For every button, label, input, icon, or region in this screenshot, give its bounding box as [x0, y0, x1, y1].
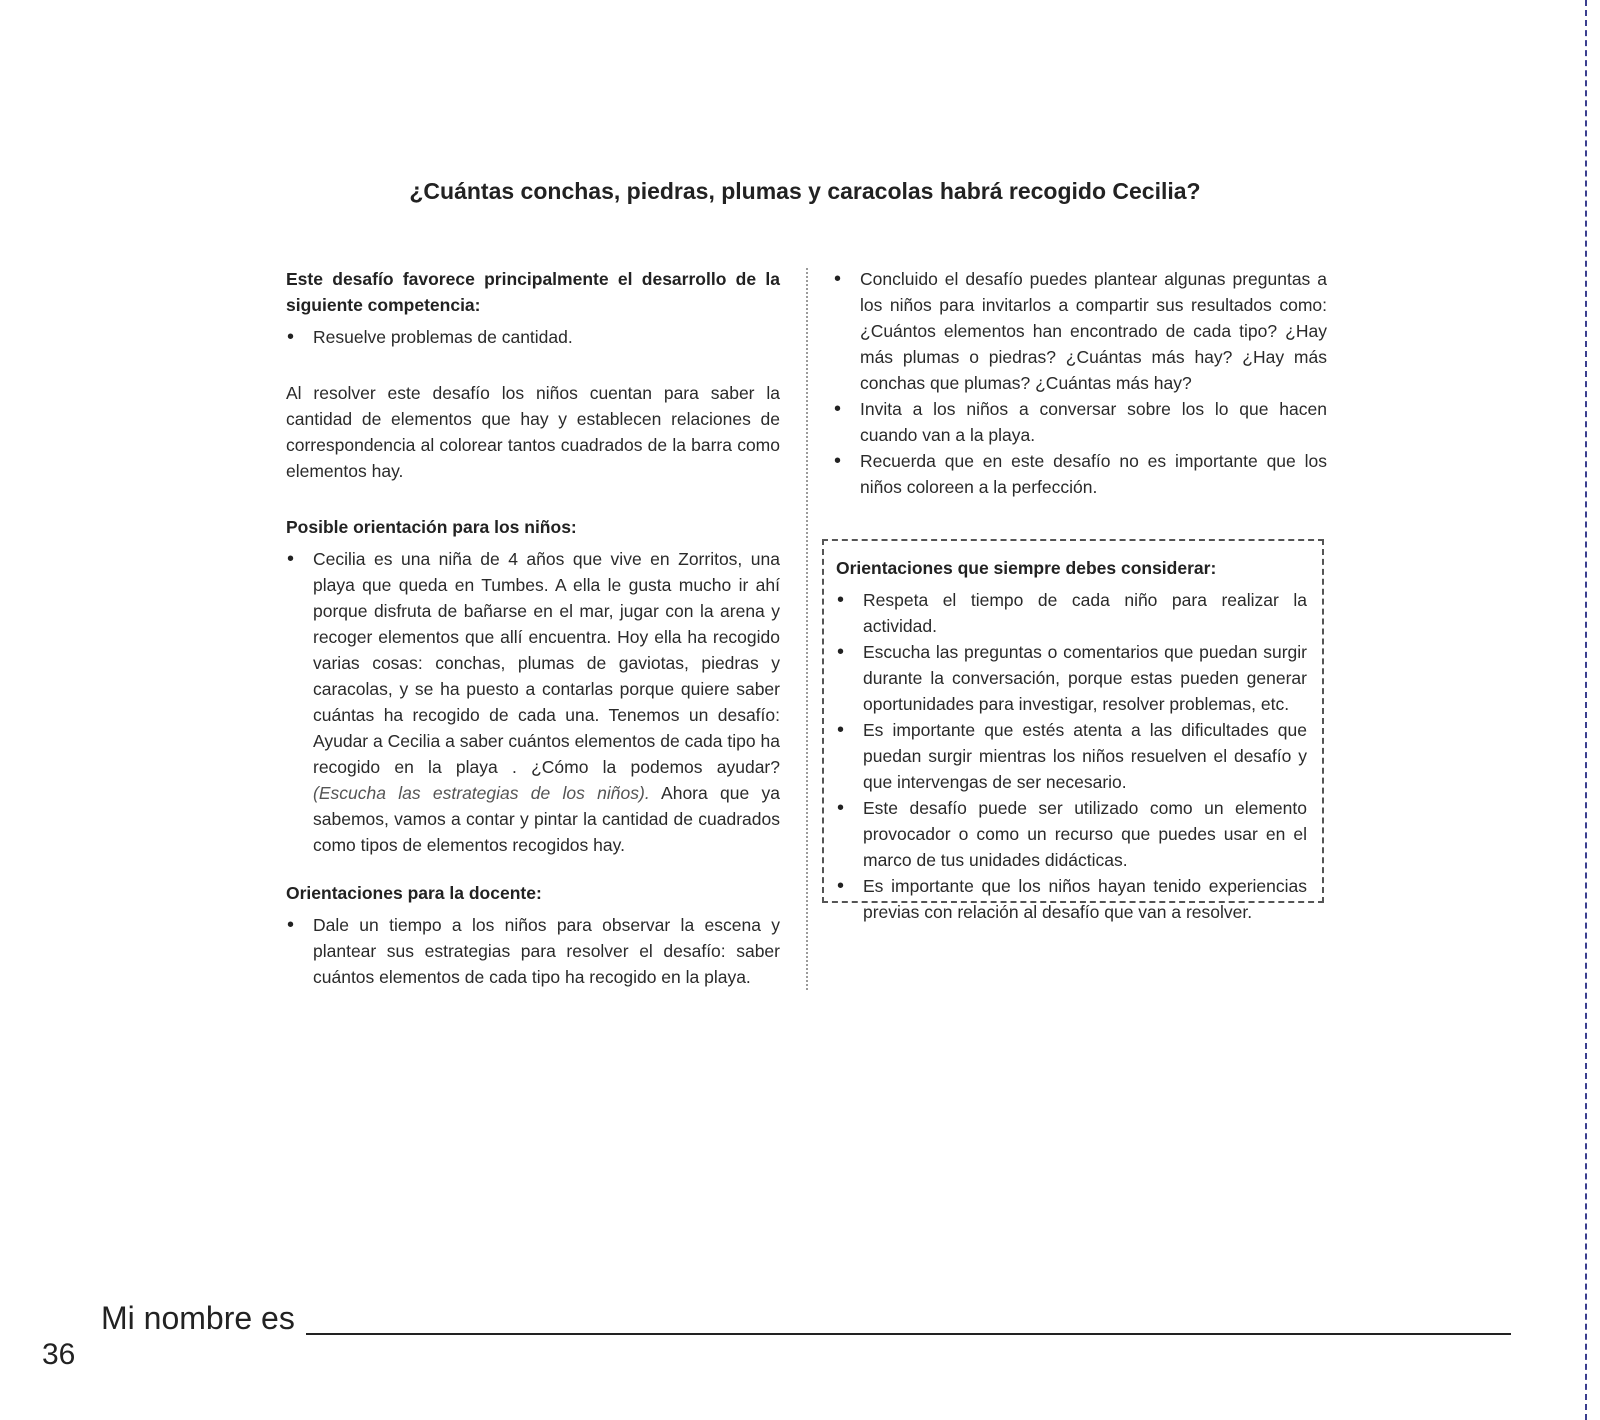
list-item: • Resuelve problemas de cantidad.: [286, 324, 780, 350]
right-list: [833, 266, 1327, 500]
list-item: • Es importante que estés atenta a las dificultades que puedan surgir mientras los niños resuelven el desafío y que intervengas de ser necesario.: [836, 717, 1307, 795]
column-divider: [806, 268, 808, 990]
name-label: Mi nombre es: [101, 1300, 295, 1336]
considerations-list: [836, 587, 1307, 925]
teacher-heading: Orientaciones para la docente:: [286, 883, 542, 903]
orientation-text-continued: Ahora que ya sabemos, vamos a contar y pintar la cantidad de cuadrados como tipos de elementos recogidos hay.: [313, 783, 780, 855]
considerations-heading: Orientaciones que siempre debes considerar:: [836, 558, 1217, 578]
list-item: • Recuerda que en este desafío no es importante que los niños coloreen a la perfección.: [833, 448, 1327, 500]
considerations-box: [822, 539, 1324, 922]
teacher-list: [286, 912, 780, 990]
left-column: [286, 266, 780, 990]
orientation-heading: Posible orientación para los niños:: [286, 517, 577, 537]
list-item: • Dale un tiempo a los niños para observar la escena y plantear sus estrategias para resolver el desafío: saber cuántos elementos de cada tipo ha recogido en la playa.: [286, 912, 780, 990]
cut-line-divider: [1585, 0, 1587, 1420]
list-item: • Este desafío puede ser utilizado como un elemento provocador o como un recurso que puedes usar en el marco de tus unidades didácticas.: [836, 795, 1307, 873]
orientation-text: Cecilia es una niña de 4 años que vive en Zorritos, una playa que queda en Tumbes. A ella le gusta mucho ir ahí porque disfruta de bañarse en el mar, jugar con la arena y recoger elementos que allí encuentra. Hoy ella ha recogido varias cosas: conchas, plumas de gaviotas, piedras y caracolas, y se ha puesto a contarlas porque quiere saber cuántas ha recogido de cada una. Tenemos un desafío: Ayudar a Cecilia a saber cuántos elementos de cada tipo ha recogido en la playa . ¿Cómo la podemos ayudar?: [313, 549, 780, 777]
page-title: ¿Cuántas conchas, piedras, plumas y caracolas habrá recogido Cecilia?: [409, 178, 1201, 204]
list-item: • Invita a los niños a conversar sobre los lo que hacen cuando van a la playa.: [833, 396, 1327, 448]
orientation-italic-note: (Escucha las estrategias de los niños).: [313, 783, 650, 803]
competency-heading: Este desafío favorece principalmente el desarrollo de la siguiente competencia:: [286, 269, 780, 315]
list-item: • Es importante que los niños hayan tenido experiencias previas con relación al desafío que van a resolver.: [836, 873, 1307, 925]
list-item: [286, 546, 780, 858]
name-write-line: [306, 1333, 1511, 1335]
list-item: • Escucha las preguntas o comentarios que puedan surgir durante la conversación, porque estas pueden generar oportunidades para investigar, resolver problemas, etc.: [836, 639, 1307, 717]
list-item: • Respeta el tiempo de cada niño para realizar la actividad.: [836, 587, 1307, 639]
list-item: • Concluido el desafío puedes plantear algunas preguntas a los niños para invitarlos a compartir sus resultados como: ¿Cuántos elementos han encontrado de cada tipo? ¿Hay más plumas o piedras? ¿Cuántas más hay? ¿Hay más conchas que plumas? ¿Cuántas más hay?: [833, 266, 1327, 396]
competency-list: [286, 324, 780, 350]
page-number: 36: [42, 1338, 76, 1371]
right-column: [833, 266, 1327, 500]
orientation-list: [286, 546, 780, 858]
intro-paragraph: Al resolver este desafío los niños cuentan para saber la cantidad de elementos que hay y establecen relaciones de correspondencia al colorear tantos cuadrados de la barra como elementos hay.: [286, 383, 780, 481]
